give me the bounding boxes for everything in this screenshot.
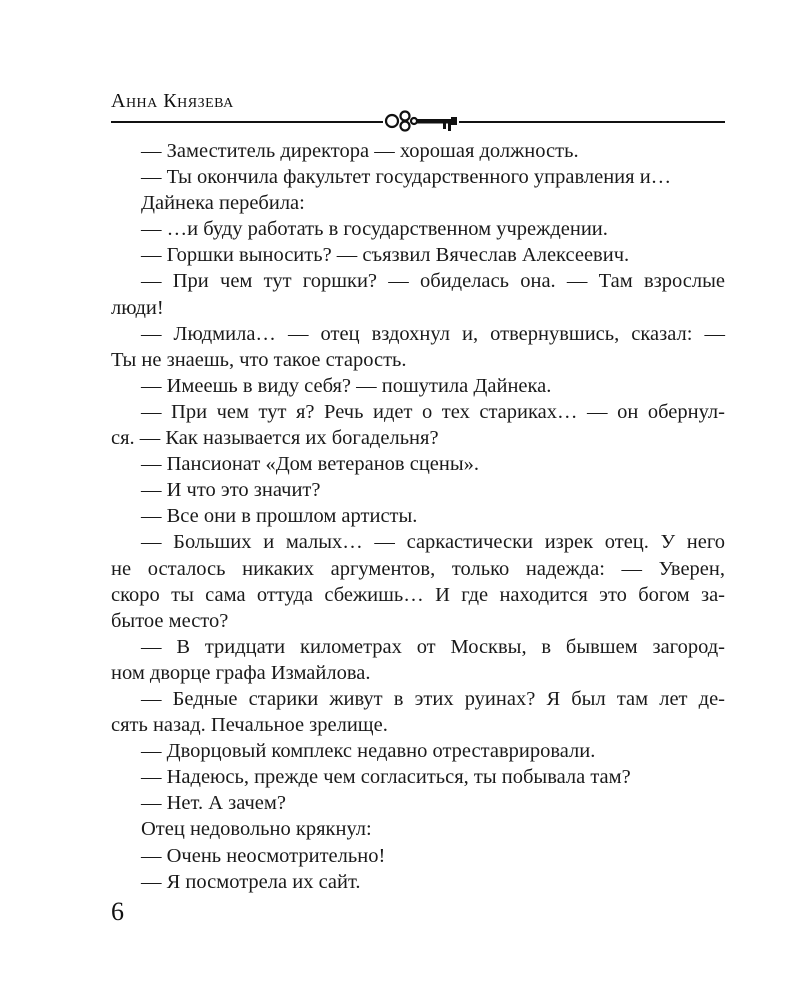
- text-line: — Надеюсь, прежде чем согласиться, ты побывала там?: [141, 766, 631, 789]
- text-line: скоро ты сама оттуда сбежишь… И где находится это богом за-: [111, 583, 725, 606]
- text-line: не осталось никаких аргументов, только надежда: — Уверен,: [111, 557, 725, 580]
- text-line: — Больших и малых… — саркастически изрек отец. У него: [141, 531, 725, 554]
- page-number: 6: [111, 897, 124, 926]
- text-line: — Бедные старики живут в этих руинах? Я был там лет де-: [141, 687, 725, 710]
- text-line: Дайнека перебила:: [141, 192, 305, 215]
- text-line: ся. — Как называется их богадельня?: [111, 427, 439, 450]
- key-icon: [383, 107, 459, 135]
- text-line: — При чем тут я? Речь идет о тех стариках… — он обернул-: [141, 400, 725, 423]
- text-line: — В тридцати километрах от Москвы, в бывшем загород-: [141, 635, 725, 658]
- text-line: — Имеешь в виду себя? — пошутила Дайнека.: [141, 374, 552, 397]
- text-line: — Я посмотрела их сайт.: [141, 870, 361, 893]
- text-line: — При чем тут горшки? — обиделась она. — Там взрослые: [141, 270, 725, 293]
- text-line: Отец недовольно крякнул:: [141, 818, 372, 841]
- text-line: ном дворце графа Измайлова.: [111, 661, 371, 684]
- text-line: люди!: [111, 296, 164, 319]
- text-line: — Заместитель директора — хорошая должность.: [141, 140, 579, 162]
- text-line: — Ты окончила факультет государственного управления и…: [141, 166, 672, 189]
- text-line: бытое место?: [111, 609, 229, 632]
- running-header-author: Анна Князева: [111, 90, 234, 112]
- text-line: Ты не знаешь, что такое старость.: [111, 348, 407, 371]
- text-line: — Пансионат «Дом ветеранов сцены».: [141, 453, 480, 476]
- text-line: — Очень неосмотрительно!: [141, 844, 386, 867]
- text-line: — …и буду работать в государственном учреждении.: [141, 218, 608, 241]
- text-line: сять назад. Печальное зрелище.: [111, 714, 388, 737]
- body-text: [111, 138, 725, 895]
- text-line: — Дворцовый комплекс недавно отреставрировали.: [141, 740, 596, 763]
- text-line: — Нет. А зачем?: [141, 792, 286, 815]
- text-line: — Горшки выносить? — съязвил Вячеслав Алексеевич.: [141, 244, 630, 267]
- text-line: — Все они в прошлом артисты.: [141, 505, 418, 528]
- text-line: — И что это значит?: [141, 479, 321, 502]
- text-line: — Людмила… — отец вздохнул и, отвернувшись, сказал: —: [141, 322, 725, 345]
